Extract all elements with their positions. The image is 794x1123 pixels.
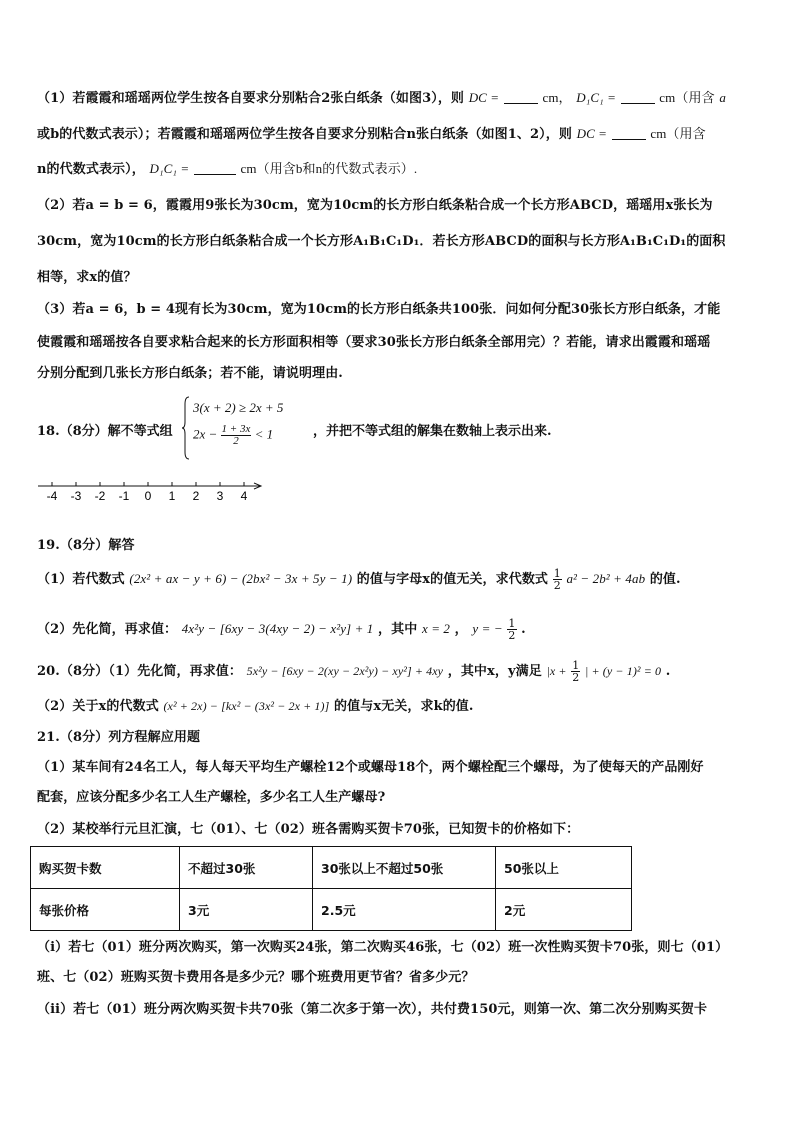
text: 的值. [649,572,681,587]
table-cell: 50张以上 [496,847,632,889]
math: a [719,90,726,105]
axis-tick-label: -4 [46,489,58,503]
q17-part2-line2: 30cm，宽为10cm的长方形白纸条粘合成一个长方形A₁B₁C₁D₁．若长方形ABCD的面积与长方形A₁B₁C₁D₁的面积 [37,234,726,249]
axis-tick-label: 2 [192,489,200,503]
q18-label: 18.（8分）解不等式组 [37,424,173,439]
text: n的代数式表示）， [37,162,145,177]
denominator: 2 [553,579,561,592]
table-row [31,847,632,889]
text: （2）关于x的代数式 [37,699,159,714]
numerator: 1 [572,659,580,672]
table-row [31,889,632,931]
q18-inequality-system [37,396,637,462]
q17-part1-line1 [37,88,759,109]
denominator: 2 [233,435,239,447]
math: 5x²y − [6xy − 2(xy − 2x²y) − xy²] + 4xy [246,664,444,678]
table-cell: 2.5元 [313,889,496,931]
text: cm， [542,90,572,105]
math: (2x² + ax − y + 6) − (2bx² − 3x + 5y − 1) [129,571,353,586]
axis-tick-label: -2 [94,489,106,503]
text: 2x − [193,426,218,442]
q21-title: 21.（8分）列方程解应用题 [37,730,201,745]
fraction [571,660,580,683]
numerator: 1 + 3x [221,423,251,435]
axis-tick-label: 4 [240,489,248,503]
inequality-1: 3(x + 2) ≥ 2x + 5 [193,400,284,415]
text: . [521,622,526,637]
text: cm（用含b和n的代数式表示）. [240,161,418,176]
table-cell: 3元 [180,889,313,931]
axis-tick-label: 3 [216,489,224,503]
fraction [553,568,562,591]
answer-blank[interactable] [504,91,538,104]
q17-part1-line3 [37,159,759,180]
q21-i-line1: （i）若七（01）班分两次购买，第一次购买24张，第二次购买46张，七（02）班一次性购买贺卡70张，则七（01） [37,940,729,955]
text: （1）若霞霞和瑶瑶两位学生按各自要求分别粘合2张白纸条（如图3），则 [37,91,465,106]
q19-title: 19.（8分）解答 [37,538,135,553]
text: . [665,664,671,679]
q21-part2-line1: （2）某校举行元旦汇演，七（01）、七（02）班各需购买贺卡70张，已知贺卡的价格如下： [37,822,580,837]
answer-blank[interactable] [621,91,655,104]
q17-part2-line3: 相等，求x的值？ [37,270,137,285]
text: ，其中 [378,622,418,637]
q17-part3-line3: 分别分配到几张长方形白纸条；若不能，请说明理由. [37,366,343,381]
text: < 1 [254,426,274,442]
price-table [30,846,632,931]
math: a² − 2b² + 4ab [566,571,646,586]
table-cell: 30张以上不超过50张 [313,847,496,889]
q21-i-line2: 班、七（02）班购买贺卡费用各是多少元？哪个班费用更节省？省多少元？ [37,970,475,985]
inequality-2 [193,424,273,447]
text: 20.（8分）（1）先化简，再求值： [37,664,243,679]
text: cm（用含 [659,90,715,105]
math: D₁C₁ = [576,90,617,105]
text: （1）若代数式 [37,572,125,587]
axis-tick-label: -3 [70,489,82,503]
math: DC = [576,126,608,141]
q21-ii-line1: （ⅱ）若七（01）班分两次购买贺卡共70张（第二次多于第一次），共付费150元，则第一次、第二次分别购买贺卡 [37,1002,708,1017]
math: x = 2 [421,621,451,636]
math: DC = [468,90,500,105]
table-cell: 每张价格 [31,889,180,931]
q19-part1 [37,568,759,591]
numerator: 1 [508,617,516,630]
q19-part2 [37,618,759,641]
math: 4x²y − [6xy − 3(4xy − 2) − x²y] + 1 [181,621,374,636]
table-cell: 2元 [496,889,632,931]
q21-part1-line1: （1）某车间有24名工人，每人每天平均生产螺栓12个或螺母18个，两个螺栓配三个螺母，为了使每天的产品刚好 [37,760,704,775]
table-cell: 不超过30张 [180,847,313,889]
q18-tail: ，并把不等式组的解集在数轴上表示出来. [313,424,552,439]
q21-part1-line2: 配套，应该分配多少名工人生产螺栓，多少名工人生产螺母? [37,790,386,805]
q17-part3-line2: 使霞霞和瑶瑶按各自要求粘合起来的长方形面积相等（要求30张长方形白纸条全部用完）？若能，请求出霞霞和瑶瑶 [37,335,711,350]
math: |x + [546,664,567,678]
table-cell: 购买贺卡数 [31,847,180,889]
numerator: 1 [553,567,561,580]
text: ， [454,622,468,637]
text: cm（用含 [650,126,706,141]
q17-part3-line1: （3）若a = 6，b = 4现有长为30cm，宽为10cm的长方形白纸条共100张．问如何分配30张长方形白纸条，才能 [37,302,721,317]
q17-part2-line1: （2）若a = b = 6，霞霞用9张长为30cm，宽为10cm的长方形白纸条粘合成一个长方形ABCD，瑶瑶用x张长为 [37,198,713,213]
fraction [507,618,516,641]
q20-part2 [37,696,759,717]
q17-part1-line2 [37,124,759,145]
number-line [36,478,266,504]
math: D₁C₁ = [149,161,190,176]
denominator: 2 [508,629,516,642]
answer-blank[interactable] [612,127,646,140]
brace-icon [182,396,190,460]
text: （2）先化简，再求值： [37,622,178,637]
axis-tick-label: 1 [168,489,176,503]
axis-tick-label: 0 [144,489,152,503]
q20-part1 [37,660,759,683]
text: ，其中x，y满足 [447,664,542,679]
text: 的值与字母x的值无关，求代数式 [356,572,549,587]
denominator: 2 [572,671,580,684]
text: 或b的代数式表示）；若霞霞和瑶瑶两位学生按各自要求分别粘合n张白纸条（如图1、2），则 [37,127,572,142]
answer-blank[interactable] [194,162,236,175]
math: | + (y − 1)² = 0 [585,664,662,678]
math: (x² + 2x) − [kx² − (3x² − 2x + 1)] [163,699,330,713]
fraction [221,424,252,447]
axis-tick-label: -1 [118,489,130,503]
text: 的值与x无关，求k的值. [334,699,474,714]
math: y = − [472,621,503,636]
